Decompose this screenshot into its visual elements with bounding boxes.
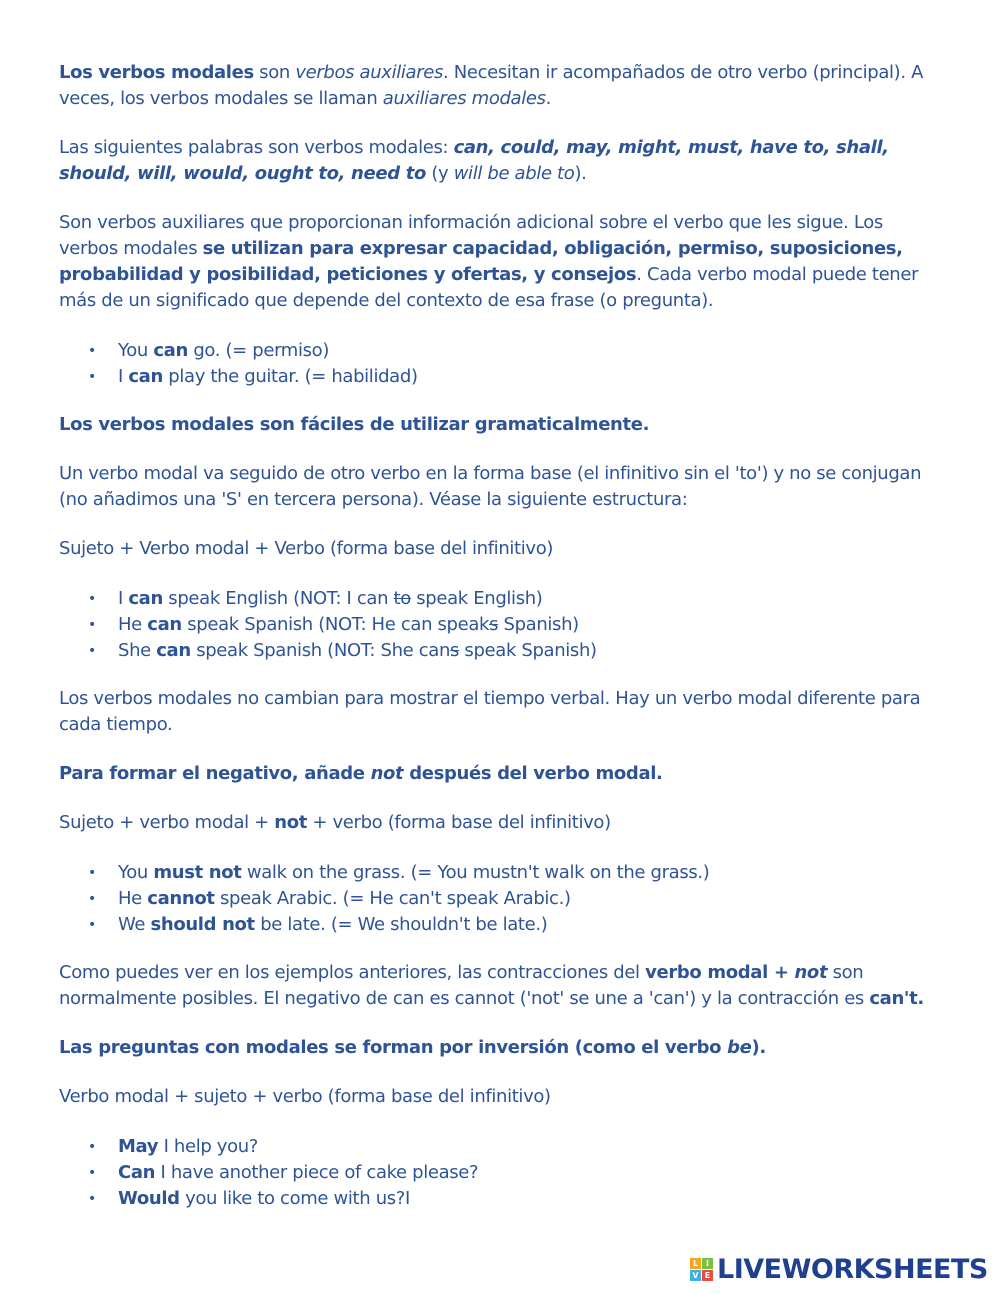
ex-struck: s [450,640,460,661]
logo-cell: I [702,1258,713,1269]
contr-text-2: son normalmente posibles. El negativo de can es cannot ('not' se une a 'can') y la contracción es [59,962,870,1009]
ex-pre: He [118,614,148,635]
structure-neg-text-2: + verbo (forma base del infinitivo) [307,812,611,833]
ex-post: go. (= permiso) [187,340,329,361]
intro-text-1: son [253,62,296,83]
structure-affirmative: Sujeto + Verbo modal + Verbo (forma base del infinitivo) [59,538,554,559]
logo-mark-icon [690,1258,713,1281]
logo-cell: E [702,1270,713,1281]
ex-post: I help you? [158,1136,259,1157]
ex-mid: speak English (NOT: I can [162,588,394,609]
list-item [59,586,929,612]
modal-words-list: can, could, may, might, must, have to, shall, should, will, would, ought to, need to [59,137,889,184]
ex-post: I have another piece of cake please? [155,1162,479,1183]
ex-post: you like to come with us?I [179,1188,410,1209]
ex-pre: We [118,914,151,935]
list-item [59,364,929,390]
auxiliary-usage-paragraph [59,210,929,314]
intro-paragraph [59,60,929,112]
ex-struck: s [489,614,499,635]
ex-modal: Can [118,1162,156,1183]
contr-cant: can't. [869,988,924,1009]
examples-negative-list [59,860,929,938]
structure-question: Verbo modal + sujeto + verbo (forma base del infinitivo) [59,1086,551,1107]
heading-easy-text: Los verbos modales son fáciles de utilizar gramaticalmente. [59,414,650,435]
contractions-paragraph [59,960,929,1012]
examples-base-form-list [59,586,929,664]
ex-post: be late. (= We shouldn't be late.) [254,914,548,935]
ex-post: play the guitar. (= habilidad) [162,366,418,387]
tense-paragraph: Los verbos modales no cambian para mostrar el tiempo verbal. Hay un verbo modal diferente para cada tiempo. [59,688,921,735]
ex-post: speak Arabic. (= He can't speak Arabic.) [214,888,571,909]
ex-post: Spanish) [498,614,579,635]
heading-questions [59,1035,929,1061]
intro-text-2: . Necesitan ir acompañados de otro verbo (principal). A veces, los verbos modales se llaman [59,62,924,109]
ex-pre: He [118,888,148,909]
list-item [59,1160,929,1186]
modal-words-text-1: Las siguientes palabras son verbos modales: [59,137,454,158]
list-item [59,860,929,886]
ex-modal: cannot [147,888,215,909]
document-body [59,60,929,1212]
ex-post: speak Spanish) [459,640,597,661]
list-item [59,338,929,364]
list-item [59,638,929,664]
contr-text-1: Como puedes ver en los ejemplos anteriores, las contracciones del [59,962,646,983]
heading-negative [59,761,929,787]
examples-question-list [59,1134,929,1212]
ex-mid: speak Spanish (NOT: He can speak [181,614,490,635]
base-form-paragraph: Un verbo modal va seguido de otro verbo en la forma base (el infinitivo sin el 'to') y no se conjugan (no añadimos una 'S' en tercera persona). Véase la siguiente estructura: [59,463,922,510]
ex-modal: can [156,640,191,661]
logo-text: LIVEWORKSHEETS [717,1253,988,1285]
contr-not: not [794,962,828,983]
ex-modal: can [153,340,188,361]
ex-pre: You [118,340,154,361]
intro-text-3: . [545,88,552,109]
ex-modal: can [128,588,163,609]
logo-cell: V [690,1270,701,1281]
list-item [59,912,929,938]
term-will-be-able-to: will be able to [453,163,575,184]
modal-words-text-3: ). [574,163,587,184]
heading-neg-text-1: Para formar el negativo, añade [59,763,371,784]
term-auxiliary-verbs: verbos auxiliares [295,62,444,83]
structure-negative [59,810,929,836]
structure-neg-not: not [274,812,308,833]
heading-neg-not: not [370,763,404,784]
ex-modal: can [147,614,182,635]
heading-q-text-1: Las preguntas con modales se forman por inversión (como el verbo [59,1037,728,1058]
ex-struck: to [393,588,411,609]
aux-text-1: Son verbos auxiliares que proporcionan información adicional sobre el verbo que les sigue. Los verbos modales [59,212,883,259]
modal-words-paragraph [59,135,929,187]
heading-easy-grammar [59,412,929,438]
term-modal-verbs: Los verbos modales [59,62,254,83]
aux-text-2: . Cada verbo modal puede tener más de un significado que depende del contexto de esa frase (o pregunta). [59,264,919,311]
ex-pre: I [118,366,129,387]
ex-pre: You [118,862,154,883]
contr-bold-1: verbo modal + [645,962,795,983]
ex-mid: speak Spanish (NOT: She can [190,640,451,661]
heading-q-text-2: ). [751,1037,766,1058]
heading-q-be: be [727,1037,752,1058]
term-modal-auxiliaries: auxiliares modales [382,88,546,109]
ex-post: speak English) [410,588,543,609]
ex-pre: I [118,588,129,609]
structure-neg-text-1: Sujeto + verbo modal + [59,812,275,833]
list-item [59,1186,929,1212]
ex-modal: can [128,366,163,387]
ex-modal: Would [118,1188,180,1209]
heading-neg-text-2: después del verbo modal. [403,763,663,784]
logo-cell: L [690,1258,701,1269]
list-item [59,1134,929,1160]
examples-meaning-list [59,338,929,390]
ex-modal: must not [153,862,242,883]
aux-uses-bold: se utilizan para expresar capacidad, obligación, permiso, suposiciones, probabilidad y posibilidad, peticiones y ofertas, y consejos [59,238,903,285]
list-item [59,612,929,638]
ex-pre: She [118,640,157,661]
ex-modal: should not [150,914,255,935]
modal-words-text-2: (y [425,163,454,184]
ex-post: walk on the grass. (= You mustn't walk on the grass.) [241,862,710,883]
liveworksheets-logo [690,1253,988,1285]
list-item [59,886,929,912]
ex-modal: May [118,1136,159,1157]
